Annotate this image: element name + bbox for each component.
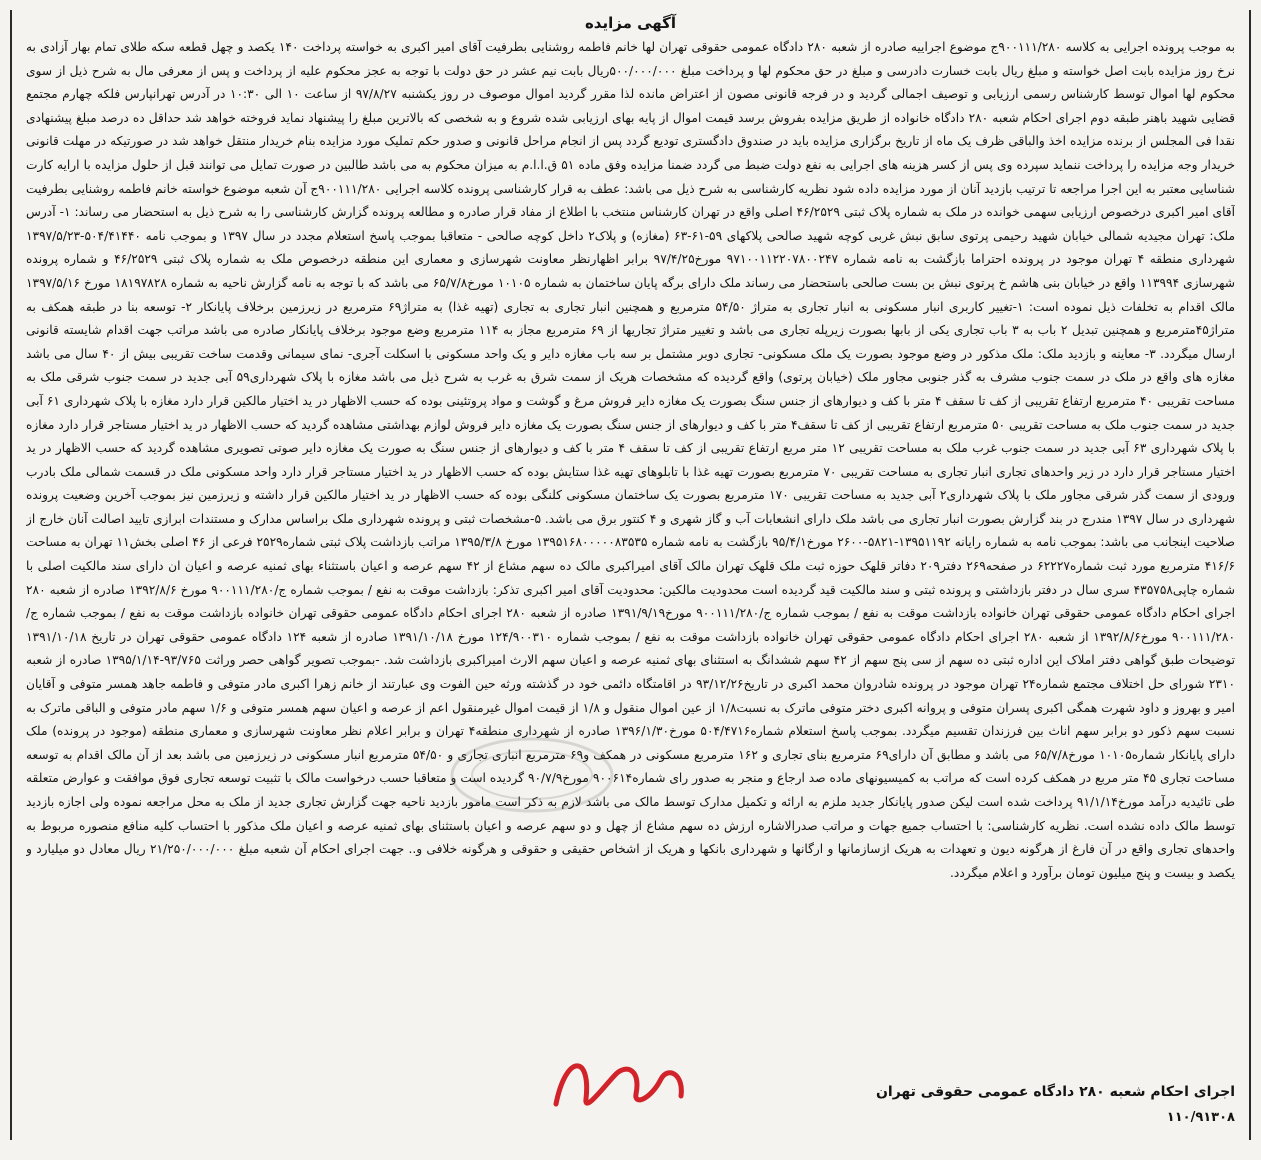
notice-body: به موجب پرونده اجرایی به کلاسه ۹۰۰۱۱۱/۲۸۰ج موضوع اجراییه صادره از شعبه ۲۸۰ دادگاه عمومی حقوقی تهران لها خانم فاطمه روشنایی بطرفیت آقای امیر اکبری به خواسته پرداخت ۱۴۰ یکصد و چهل قطعه سکه طلای تمام بهار آزادی به نرخ روز مزایده بابت اصل خواسته و مبلغ ریال بابت خسارت دادرسی و مبلغ در حق محکوم لها و پرداخت مبلغ ۵۰۰/۰۰۰/۰۰۰ریال بابت نیم عشر در حق دولت با توجه به عجز محکوم علیه از پرداخت و پس از معرفی مال به شرح ذیل از سوی محکوم لها اموال توسط کارشناس رسمی ارزیابی و توصیف اجمالی گردید و در فرجه قانونی مصون از اعتراض مانده لذا مقرر گردید اموال موصوف در روز یکشنبه ۹۷/۸/۲۷ از ساعت ۱۰ الی ۱۰:۳۰ در آدرس تهرانپارس فلکه چهارم مجتمع قضایی شهید باهنر طبقه دوم اجرای احکام شعبه ۲۸۰ دادگاه خانواده از طریق مزایده بفروش برسد قیمت اموال از پایه بهای ارزیابی شده شروع و به شخصی که بالاترین مبلغ را پیشنهاد نماید فروخته خواهد شد حداقل ده درصد مبلغ پیشنهادی نقدا فی المجلس از برنده مزایده اخذ والباقی ظرف یک ماه از تاریخ برگزاری مزایده باید در صندوق دادگستری تودیع گردد پس از انجام مراحل قانونی و صدور حکم تملیک مورد مزایده بنام خریدار منتقل خواهد شد در صورتیکه در مهلت قانونی خریدار وجه مزایده را پرداخت ننماید سپرده وی پس از کسر هزینه های اجرایی به نفع دولت ضبط می گردد ضمنا مزایده وفق ماده ۵۱ ق.ا.ا.م به میزان محکوم به می باشد طالبین در صورت تمایل می توانند قبل از حلول مزایده با ارایه کارت شناسایی معتبر به این اجرا مراجعه تا ترتیب بازدید آنان از مورد مزایده داده شود نظریه کارشناسی به شرح ذیل می باشد: عطف به قرار کارشناسی پرونده کلاسه اجرایی ۹۰۰۱۱۱/۲۸۰ج آن شعبه موضوع خواسته خانم فاطمه روشنایی بطرفیت آقای امیر اکبری درخصوص ارزیابی سهمی خوانده در ملک به شماره پلاک ثبتی ۴۶/۲۵۲۹ اصلی واقع در تهران کارشناس منتخب با اطلاع از مفاد قرار صادره و مطالعه پرونده گزارش کارشناسی را به شرح ذیل به استحضار می رساند: ۱- آدرس ملک: تهران مجیدیه شمالی خیابان شهید رحیمی پرتوی سابق نبش غربی کوچه شهید صالحی پلاکهای ۵۹-۶۱-۶۳ (مغازه) و پلاک۲ داخل کوچه صالحی - متعاقبا بموجب پاسخ استعلام مجدد در سال ۱۳۹۷ و بموجب نامه ۵۰۴/۴۱۴۴۰-۱۳۹۷/۵/۲۳ شهرداری منطقه ۴ تهران موجود در پرونده احتراما بازگشت به نامه شماره ۹۷۱۰۰۱۱۲۲۰۷۸۰۰۲۴۷ مورخ۹۷/۴/۲۵ برابر اظهارنظر معاونت شهرسازی و معماری این منطقه درخصوص ملک به شماره پلاک ثبتی ۴۶/۲۵۲۹ و شماره پرونده شهرسازی ۱۱۳۹۹۴ واقع در خیابان بنی هاشم خ پرتوی نبش بن بست صالحی باستحضار می رساند ملک دارای برگه پایان ساختمان به شماره ۱۰۱۰۵ مورخ۶۵/۷/۸ می باشد که با توجه به نامه گزارش ناحیه به شماره ۱۸۱۹۷۸۲۸ مورخ ۱۳۹۷/۵/۱۶ مالک اقدام به تخلفات ذیل نموده است: ۱-تغییر کاربری انبار مسکونی به انبار تجاری به متراژ ۵۴/۵۰ مترمربع و همچنین انبار تجاری به تجاری (تهیه غذا) به متراژ۶۹ مترمربع در زیرزمین برخلاف پایانکار ۲- توسعه بنا در طبقه همکف به متراژ۴۵مترمربع و همچنین تبدیل ۲ باب به ۳ باب تجاری یکی از بابها بصورت زیرپله تجاری می باشد و تغییر متراژ تجاریها از ۶۹ مترمربع مجاز به ۱۱۴ مترمربع وضع موجود برخلاف پایانکار صادره می باشد مراتب جهت اقدام شایسته قانونی ارسال میگردد. ۳- معاینه و بازدید ملک: ملک مذکور در وضع موجود بصورت یک ملک مسکونی- تجاری دوبر مشتمل بر سه باب مغازه دایر و یک واحد مسکونی با اسکلت آجری- نمای سیمانی وقدمت ساخت تقریبی بیش از ۴۰ سال می باشد مغازه های واقع در ملک در سمت جنوب مشرف به گذر جنوبی مجاور ملک (خیابان پرتوی) واقع گردیده که مشخصات هریک از سمت شرق به غرب به شرح ذیل می باشد مغازه با پلاک شهرداری۵۹ آبی جدید در سمت جنوب شرقی ملک به مساحت تقریبی ۴۰ مترمربع ارتفاع تقریبی از کف تا سقف ۴ متر با کف و دیوارهای از جنس سنگ بصورت یک مغازه دایر فروش مرغ و گوشت و مواد پروتئینی بوده که حسب الاظهار در ید اختیار مالکین قرار دارد مغازه با پلاک شهرداری ۶۱ آبی جدید در سمت جنوب ملک به مساحت تقریبی ۵۰ مترمربع ارتفاع تقریبی از کف تا سقف۴ متر با کف و دیوارهای از جنس سنگ بصورت یک مغازه دایر فروش لوازم بهداشتی مشاهده گردید که حسب الاظهار در ید اختیار مستاجر قرار دارد مغازه با پلاک شهرداری ۶۳ آبی جدید در سمت جنوب غرب ملک به مساحت تقریبی ۱۲ متر مربع ارتفاع تقریبی از کف تا سقف ۴ متر با کف و دیوارهای از جنس سنگ به صورت یک مغازه دایر صوتی تصویری مشاهده گردید که حسب الاظهار در ید اختیار مستاجر قرار دارد در زیر واحدهای تجاری انبار تجاری به مساحت تقریبی ۷۰ مترمربع بصورت تهیه غذا با تابلوهای تهیه غذا ستایش بوده که حسب الاظهار در ید اختیار مستاجر قرار دارد واحد مسکونی ملک در قسمت شمالی ملک بادرب ورودی از سمت گذر شرقی مجاور ملک با پلاک شهرداری۲ آبی جدید به مساحت تقریبی ۱۷۰ مترمربع بصورت یک ساختمان مسکونی کلنگی بوده که حسب الاظهار در ید اختیار مالکین قرار داشته و زیرزمین نیز بموجب آخرین وضعیت پرونده شهرداری در سال ۱۳۹۷ مندرج در بند گزارش بصورت انبار تجاری می باشد ملک دارای انشعابات آب و گاز شهری و ۴ کنتور برق می باشد. ۵-مشخصات ثبتی و پرونده شهرداری ملک براساس مدارک و مستندات ابرازی تایید اصالت آنان خارج از صلاحیت اینجانب می باشد: بموجب نامه به شماره رایانه ۱۳۹۵۱۱۹۲-۵۸۲۱-۲۶۰۰ مورخ۹۵/۴/۱ بازگشت به نامه شماره ۱۳۹۵۱۶۸۰۰۰۰۰۸۳۵۳۵ مورخ ۱۳۹۵/۳/۸ مراتب بازداشت پلاک ثبتی شماره۲۵۲۹ فرعی از ۴۶ اصلی بخش۱۱ تهران به مساحت ۴۱۶/۶ مترمربع مورد ثبت شماره۶۲۲۲۷ در صفحه۲۶۹ دفتر۲۰۹ دفاتر قلهک حوزه ثبت ملک قلهک تهران مالک آقای امیراکبری مالک ده سهم مشاع از ۴۲ سهم عرصه و اعیان باستثناء بهای ثمنیه عرصه و اعیان ان دارای سند مالکیت اصلی با شماره چاپی۴۳۵۷۵۸ سری سال در دفتر بازداشتی و پرونده ثبتی و سند مالکیت قید گردیده است محدودیت مالکین: محدودیت آقای امیر اکبری تذکر: بازداشت موقت به نفع / بموجب شماره ج/۹۰۰۱۱۱/۲۸۰ مورخ ۱۳۹۲/۸/۶ صادره از شعبه ۲۸۰ اجرای احکام دادگاه عمومی حقوقی تهران خانواده بازداشت موقت به نفع / بموجب شماره ج/۹۰۰۱۱۱/۲۸۰ مورخ۱۳۹۱/۹/۱۹ صادره از شعبه ۲۸۰ اجرای احکام دادگاه عمومی حقوقی تهران خانواده بازداشت موقت به نفع / بموجب شماره ج/۹۰۰۱۱۱/۲۸۰ مورخ۱۳۹۲/۸/۶ از شعبه ۲۸۰ اجرای احکام دادگاه عمومی حقوقی تهران خانواده بازداشت موقت به نفع / بموجب شماره ۱۲۴/۹۰۰۳۱۰ مورخ ۱۳۹۱/۱۰/۱۸ صادره از شعبه ۱۲۴ دادگاه عمومی حقوقی تهران در تاریخ ۱۳۹۱/۱۰/۱۸ توضیحات طبق گواهی دفتر املاک این اداره ثبتی ده سهم از سی پنج سهم از ۴۲ سهم ششدانگ به استثنای بهای ثمنیه عرصه و اعیان سهم الارث امیراکبری بازداشت شد. -بموجب تصویر گواهی حصر وراثت ۹۳/۷۶۵-۱۳۹۵/۱/۱۴ صادره از شعبه ۲۳۱۰ شورای حل اختلاف مجتمع شماره۲۴ تهران موجود در پرونده شادروان محمد اکبری در تاریخ۹۳/۱۲/۲۶ در اقامتگاه دائمی خود در گذشته ورثه حین الفوت وی عبارتند از خانم زهرا اکبری مادر متوفی و فاطمه جاهد همسر متوفی و آقایان امیر و بهروز و داود شهرت همگی اکبری پسران متوفی و پروانه اکبری دختر متوفی ماترک به نسبت۱/۸ از عین اموال منقول و ۱/۸ از قیمت اموال غیرمنقول اعم از عرصه و اعیان سهم همسر متوفی و ۱/۶ سهم مادر متوفی و الباقی ماترک به نسبت سهم ذکور دو برابر سهم اناث بین فرزندان تقسیم میگردد. بموجب پاسخ استعلام شماره۵۰۴/۴۷۱۶ مورخ۱۳۹۶/۱/۳۰ صادره از شهرداری منطقه۴ تهران و برابر اعلام نظر معاونت شهرسازی و معماری منطقه (موجود در پرونده) ملک دارای پایانکار شماره۱۰۱۰۵ مورخ۶۵/۷/۸ می باشد و مطابق آن دارای۶۹ مترمربع بنای تجاری و ۱۶۲ مترمربع مسکونی در همکف و۶۹ مترمربع انباری تجاری و ۵۴/۵۰ مترمربع انبار مسکونی در زیرزمین می باشد بعد از آن مالک اقدام به توسعه مساحت تجاری ۴۵ متر مربع در همکف کرده است که مراتب به کمیسیونهای ماده صد ارجاع و منجر به صدور رای شماره۹۰۰۶۱۴ مورخ۹۰/۷/۹ گردیده است و متعاقبا حسب درخواست مالک با تثبیت توسعه تجاری فوق موافقت و عوارض متعلقه طی تائیدیه درآمد مورخ۹۱/۱/۱۴ پرداخت شده است لیکن صدور پایانکار جدید ملزم به ارائه و تکمیل مدارک توسط مالک می باشد لازم به ذکر است مامور بازدید ناحیه جهت گزارش تجاری جدید از ملک به محل مراجعه نموده ولی اجازه بازدید توسط مالک داده نشده است. نظریه کارشناسی: با احتساب جمیع جهات و مراتب صدرالاشاره ارزش ده سهم مشاع از چهل و دو سهم عرصه و اعیان باستثنای بهای ثمنیه عرصه و اعیان ملک مذکور با احتساب کلیه منافع منصوره مربوط به واحدهای تجاری واقع در آن فارغ از هرگونه دیون و تعهدات به هریک ازسازمانها و ارگانها و شهرداری بانکها و هریک از اشخاص حقیقی و حقوقی و هرگونه خلافی و.. جهت اجرای احکام آن شعبه مبلغ ۲۱/۲۵۰/۰۰۰/۰۰۰ ریال معادل دو میلیارد و یکصد و بیست و پنج میلیون تومان برآورد و اعلام میگردد. (26, 40, 1235, 880)
ad-code: ۱۱۰/۹۱۳۰۸ (1166, 1110, 1235, 1125)
handwritten-mark-icon (546, 1044, 696, 1124)
issuer-signature: اجرای احکام شعبه ۲۸۰ دادگاه عمومی حقوقی تهران (875, 1084, 1235, 1100)
auction-notice (10, 10, 1251, 1140)
notice-title: آگهی مزایده (584, 14, 677, 32)
notice-footer (26, 1084, 1235, 1134)
watermark-seal-icon (442, 730, 622, 820)
